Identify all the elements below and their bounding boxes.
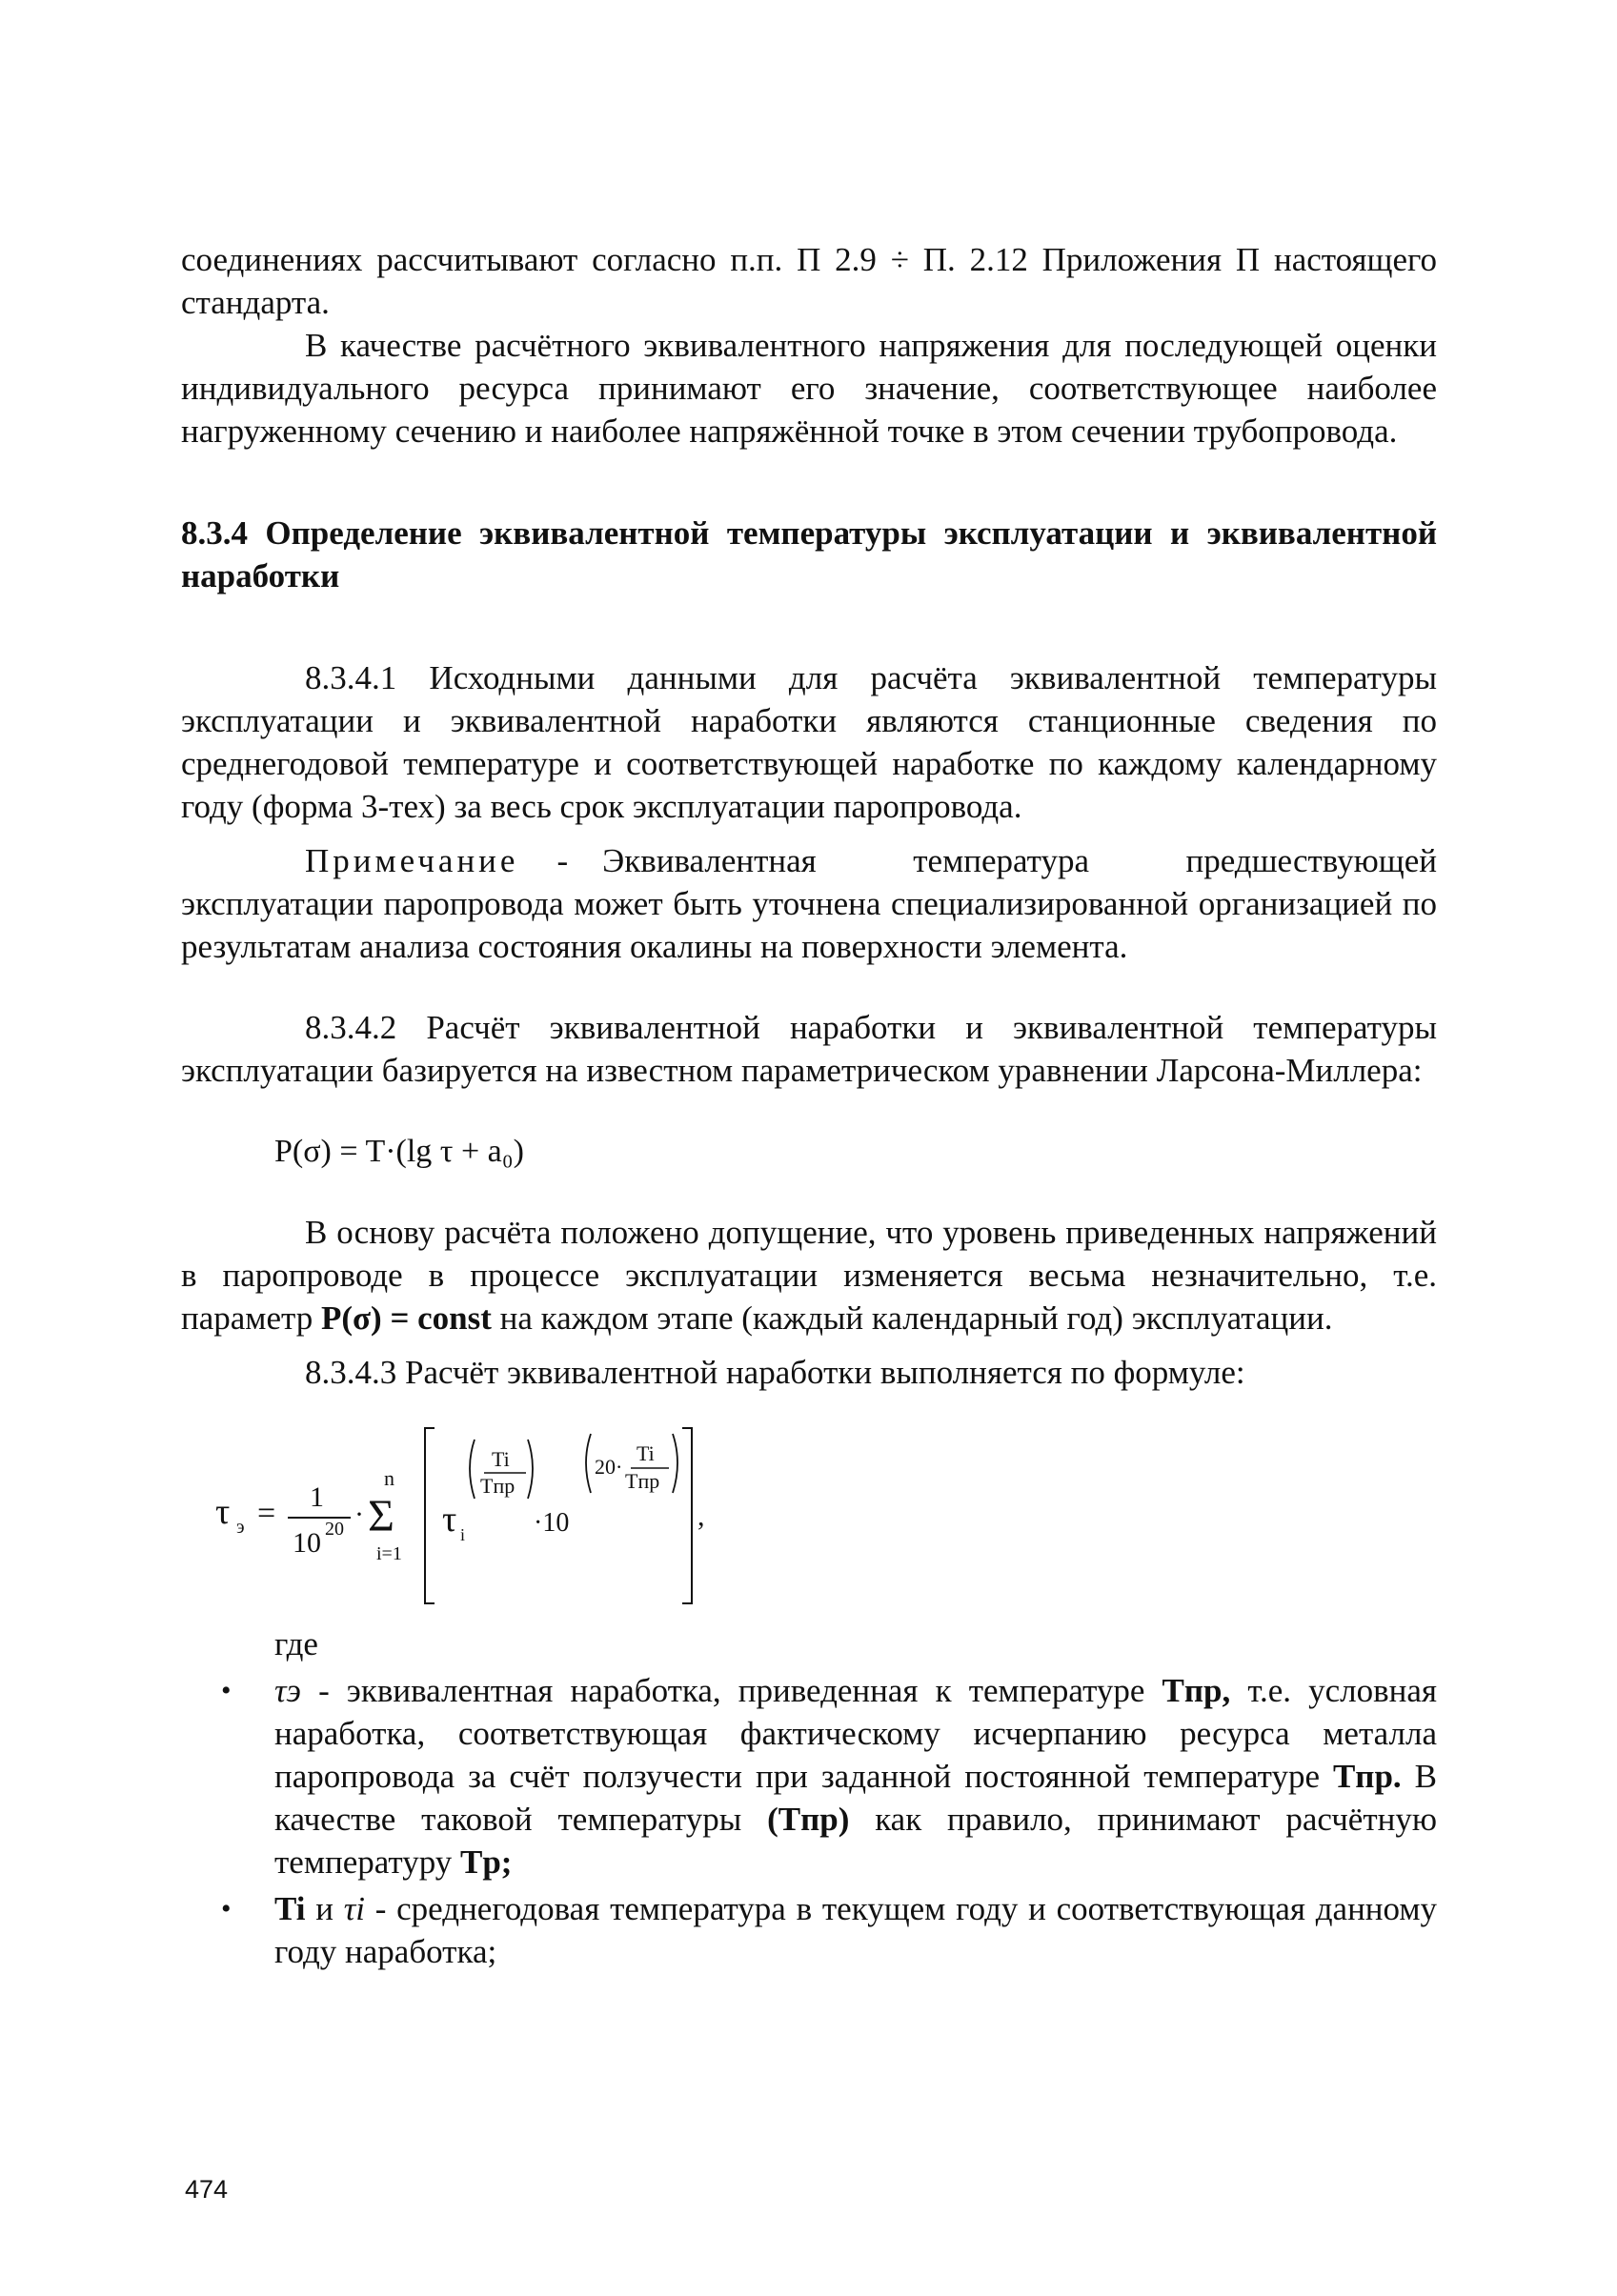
paragraph-assumption (181, 1211, 1437, 1339)
formula-exp2-tpr: Tпр (625, 1469, 660, 1493)
page-number: 474 (185, 2175, 229, 2204)
definition-t-p: Tр; (460, 1843, 513, 1881)
definition-t-pr-3: (Tпр) (767, 1801, 850, 1838)
paragraph-intro-continuation: соединениях рассчитывают согласно п.п. П 2.9 ÷ П. 2.12 Приложения П настоящего стандарта. (181, 241, 1437, 321)
formula-exp1-right-paren (528, 1440, 533, 1499)
bullet-icon: • (221, 1675, 232, 1706)
formula-equals: = (257, 1496, 276, 1531)
definition-item-ti (181, 1887, 1437, 1973)
section-number: 8.3.4 (181, 514, 248, 552)
formula-svg (181, 1400, 848, 1619)
assumption-text-b: на каждом этапе (каждый календарный год) эксплуатации. (499, 1299, 1333, 1337)
const-parameter-formula: P(σ) = const (320, 1299, 492, 1337)
paragraph-8-3-4-1: 8.3.4.1 Исходными данными для расчёта эквивалентной температуры эксплуатации и эквивалентной наработки являются станционные сведения по среднегодовой температуре и соответствующей наработке по каждому календарному году (форма 3-тех) за весь срок эксплуатации паропровода. (181, 659, 1437, 825)
formula-fraction-exponent: 20 (325, 1519, 344, 1540)
definition-t-pr-1: Tпр, (1162, 1672, 1231, 1709)
formula-fraction-denominator: 10 (293, 1527, 321, 1559)
note-text: Эквивалентная температура предшествующей эксплуатации паропровода может быть уточнена специализированной организацией по результатам анализа состояния окалины на поверхности элемента. (181, 842, 1437, 965)
definition-text: - среднегодовая температура в текущем году и соответствующая данному году наработка; (274, 1890, 1438, 1970)
definition-text-b: т.е. условная наработка, соответствующая фактическому исчерпанию ресурса металла паропровода за счёт ползучести при заданной постоянной температуре (274, 1672, 1438, 1795)
formula-tau-e: τ (215, 1492, 231, 1532)
assumption-text-a: В основу расчёта положено допущение, что уровень приведенных напряжений в паропроводе в процессе эксплуатации изменяется весьма незначительно, т.е. параметр (181, 1214, 1437, 1337)
paragraph-8-3-4-3: 8.3.4.3 Расчёт эквивалентной наработки выполняется по формуле: (305, 1354, 1245, 1391)
formula-exp1-ti: Ti (492, 1447, 510, 1471)
definition-list (181, 1669, 1437, 1973)
formula-exp1-tpr: Tпр (480, 1474, 515, 1498)
formula-exp2-twenty: 20· (595, 1455, 623, 1479)
definition-text-c: В качестве таковой температуры (274, 1758, 1437, 1838)
where-label: где (274, 1625, 318, 1662)
formula-multiply-dot: · (354, 1499, 364, 1530)
section-title: Определение эквивалентной температуры эксплуатации и эквивалентной наработки (181, 514, 1437, 594)
page-content (181, 238, 1437, 1977)
formula-sum-symbol: Σ (368, 1491, 394, 1541)
section-heading-8-3-4 (181, 512, 1437, 597)
formula-fraction-numerator: 1 (310, 1481, 324, 1513)
formula-exp2-ti: Ti (637, 1441, 655, 1465)
formula-tau-e-subscript: э (236, 1517, 245, 1538)
formula-exp2-left-paren (586, 1434, 591, 1493)
definition-text-d: как правило, принимают расчётную температуру (274, 1801, 1438, 1881)
definition-symbol-ti: Ti (274, 1890, 306, 1927)
definition-t-pr-2: Tпр. (1332, 1758, 1402, 1795)
formula-exp2-right-paren (673, 1434, 677, 1493)
formula-sum-upper-limit: n (384, 1466, 394, 1490)
note-label: Примечание (305, 842, 519, 879)
bullet-icon: • (221, 1893, 232, 1924)
formula-left-bracket (425, 1428, 435, 1603)
formula-trailing-comma: , (697, 1500, 705, 1532)
paragraph-note (181, 839, 1437, 968)
formula-tau-i: τ (442, 1500, 457, 1540)
formula-right-bracket (682, 1428, 692, 1603)
definition-symbol-tau-i: τi (343, 1890, 365, 1927)
paragraph-equivalent-stress: В качестве расчётного эквивалентного напряжения для последующей оценки индивидуального ресурса принимают его значение, соответствующее наиболее нагруженному сечению и наиболее напряжённой точке в этом сечении трубопровода. (181, 327, 1437, 450)
formula-tau-i-subscript: i (460, 1525, 466, 1544)
equivalent-operating-time-formula (181, 1400, 1437, 1619)
formula-sum-lower-limit: i=1 (376, 1543, 402, 1564)
paragraph-8-3-4-2: 8.3.4.2 Расчёт эквивалентной наработки и эквивалентной температуры эксплуатации базируется на известном параметрическом уравнении Ларсона-Миллера: (181, 1009, 1437, 1089)
definition-item-tau-e (181, 1669, 1437, 1883)
definition-and: и (315, 1890, 334, 1927)
formula-times-ten: ·10 (534, 1508, 570, 1538)
formula-exp1-left-paren (470, 1440, 475, 1499)
definition-symbol: τэ (274, 1672, 301, 1709)
definition-text-a: - эквивалентная наработка, приведенная к температуре (318, 1672, 1145, 1709)
larson-miller-formula: P(σ) = T·(lg τ + a₀) (274, 1134, 524, 1169)
note-dash: - (556, 842, 569, 879)
